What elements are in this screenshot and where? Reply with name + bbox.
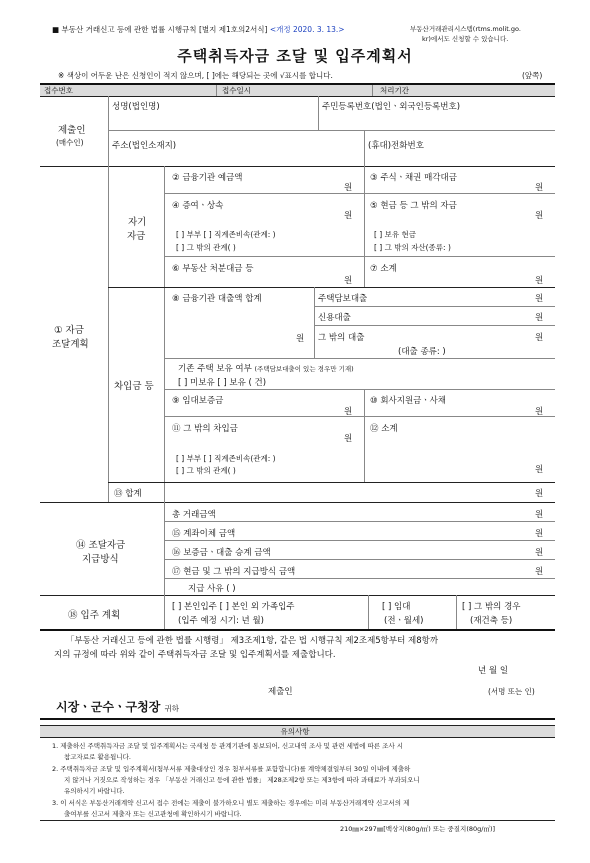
won-unit: 원 <box>535 211 544 221</box>
company-support-field[interactable]: ⑩ 회사지원금ㆍ사채 <box>370 396 447 406</box>
won-unit: 원 <box>344 183 353 193</box>
won-unit: 원 <box>535 465 544 475</box>
own-funds-label: 자기 <box>128 217 147 228</box>
existing-house-label: 기존 주택 보유 여부 (주택담보대출이 있는 경우만 기재) <box>178 364 354 374</box>
borrowed-label: 차입금 등 <box>114 381 154 392</box>
other-assets-checkbox[interactable]: [ ] 그 밖의 자산(종류: ) <box>374 243 451 252</box>
occupancy-other-checkbox[interactable]: [ ] 그 밖의 경우 <box>462 602 521 612</box>
note-3a: 3. 이 서식은 부동산거래계약 신고서 접수 전에는 제출이 불가하오니 별도 제출하는 경우에는 미리 부동산거래계약 신고서의 제 <box>52 799 410 807</box>
reception-number-label: 접수번호 <box>44 86 73 95</box>
stocks-amount-field[interactable]: ③ 주식ㆍ채권 매각대금 <box>370 173 457 183</box>
total-label: ⑬ 합계 <box>114 489 142 499</box>
cash-on-hand-checkbox[interactable]: [ ] 보유 현금 <box>374 230 416 239</box>
won-unit: 원 <box>535 407 544 417</box>
legal-basis: ■ 부동산 거래신고 등에 관한 법률 시행규칙 [별지 제1호의2서식] <개정 2020. 3. 13.> <box>52 25 345 34</box>
occupancy-lease-checkbox[interactable]: [ ] 임대 <box>382 602 411 612</box>
revision-date: <개정 2020. 3. 13.> <box>269 25 345 34</box>
total-transaction-field[interactable]: 총 거래금액 <box>172 510 216 520</box>
occupancy-label: ⑱ 입주 계획 <box>68 610 121 621</box>
won-unit: 원 <box>535 276 544 286</box>
occupancy-self-checkbox[interactable]: [ ] 본인입주 [ ] 본인 외 가족입주 <box>172 602 295 612</box>
won-unit: 원 <box>535 548 544 558</box>
note-3b: 출여부를 신고서 제출자 또는 신고관청에 확인하시기 바랍니다. <box>64 810 242 818</box>
move-in-date-field[interactable]: (입주 예정 시기: 년 월) <box>178 616 264 626</box>
cash-amount-field[interactable]: ⑤ 현금 등 그 밖의 자금 <box>370 201 457 211</box>
processing-period-label: 처리기간 <box>380 86 409 95</box>
reception-date-label: 접수일시 <box>222 86 251 95</box>
gift-amount-field[interactable]: ④ 증여ㆍ상속 <box>172 201 224 211</box>
funding-section-label: ① 자금 <box>54 325 84 336</box>
other-case-label: (재건축 등) <box>470 616 513 626</box>
won-unit: 원 <box>344 407 353 417</box>
won-unit: 원 <box>535 294 544 304</box>
credit-loan-field[interactable]: 신용대출 <box>318 313 351 323</box>
page-side: (앞쪽) <box>522 71 543 80</box>
own-funds-label2: 자금 <box>127 231 146 242</box>
won-unit: 원 <box>535 183 544 193</box>
submitter-signature-label: 제출인 <box>268 687 293 697</box>
loan-total-field[interactable]: ⑧ 금융기관 대출액 합계 <box>172 294 262 304</box>
transfer-amount-field[interactable]: ⑮ 계좌이체 금액 <box>172 529 236 539</box>
own-subtotal-field[interactable]: ⑦ 소계 <box>370 264 397 274</box>
lease-type-label: (전ㆍ월세) <box>384 616 424 626</box>
other-borrowing-field[interactable]: ⑪ 그 밖의 차입금 <box>172 424 238 434</box>
recipient-suffix: 귀하 <box>164 704 180 713</box>
property-sale-field[interactable]: ⑥ 부동산 처분대금 등 <box>172 264 254 274</box>
note-1a: 1. 제출하신 주택취득자금 조달 및 입주계획서는 국세청 등 관계기관에 통보되어, 신고내역 조사 및 관련 세법에 따른 조사 시 <box>52 742 404 750</box>
submission-date[interactable]: 년 월 일 <box>478 666 509 676</box>
won-unit: 원 <box>535 489 544 499</box>
mortgage-loan-field[interactable]: 주택담보대출 <box>318 294 368 304</box>
funding-section-label2: 조달계획 <box>52 339 89 350</box>
id-number-label[interactable]: 주민등록번호(법인ㆍ외국인등록번호) <box>322 102 461 112</box>
other-loan-field[interactable]: 그 밖의 대출 <box>318 333 365 343</box>
recipient: 시장ㆍ군수ㆍ구청장 귀하 <box>56 700 180 714</box>
existing-house-note: (주택담보대출이 있는 경우만 기재) <box>254 365 354 373</box>
instruction: ※ 색상이 어두운 난은 신청인이 적지 않으며, [ ]에는 해당되는 곳에 √표시를 합니다. <box>58 71 333 80</box>
won-unit: 원 <box>296 334 305 344</box>
won-unit: 원 <box>535 313 544 323</box>
house-ownership-checkbox[interactable]: [ ] 미보유 [ ] 보유 ( 건) <box>178 378 267 388</box>
declaration-line2: 지의 규정에 따라 위와 같이 주택취득자금 조달 및 입주계획서를 제출합니다. <box>54 650 336 660</box>
borrow-other-relation-checkbox[interactable]: [ ] 그 밖의 관계( ) <box>176 466 236 475</box>
declaration-line1: 「부동산 거래신고 등에 관한 법률 시행령」 제3조제1항, 같은 법 시행규칙 제2조제5항부터 제8항까 <box>66 636 439 646</box>
note-2c: 유의하시기 바랍니다. <box>64 787 125 795</box>
lease-deposit-field[interactable]: ⑨ 임대보증금 <box>172 396 224 406</box>
name-label[interactable]: 성명(법인명) <box>112 102 160 112</box>
paper-spec: 210㎜×297㎜[백상지(80g/㎡) 또는 중질지(80g/㎡)] <box>340 825 496 833</box>
submitter-sublabel: (매수인) <box>56 138 84 147</box>
reception-row <box>40 84 555 96</box>
signature-field[interactable]: (서명 또는 인) <box>488 687 535 696</box>
assumed-amount-field[interactable]: ⑯ 보증금ㆍ대출 승계 금액 <box>172 548 271 558</box>
payment-reason-field[interactable]: 지급 사유 ( ) <box>188 584 236 594</box>
online-note-line2: kr)에서도 신청할 수 있습니다. <box>422 35 509 43</box>
cash-other-amount-field[interactable]: ⑰ 현금 및 그 밖의 지급방식 금액 <box>172 567 296 577</box>
won-unit: 원 <box>535 529 544 539</box>
online-note-line1: 부동산거래관리시스템(rtms.molit.go. <box>410 25 521 33</box>
note-1b: 참고자료로 활용됩니다. <box>64 753 131 761</box>
won-unit: 원 <box>535 333 544 343</box>
form-title: 주택취득자금 조달 및 입주계획서 <box>177 47 413 65</box>
won-unit: 원 <box>535 567 544 577</box>
notes-title: 유의사항 <box>280 727 310 736</box>
won-unit: 원 <box>535 510 544 520</box>
borrowed-subtotal-field[interactable]: ⑫ 소계 <box>370 424 398 434</box>
gift-relation-checkbox[interactable]: [ ] 부부 [ ] 직계존비속(관계: ) <box>176 230 276 239</box>
won-unit: 원 <box>344 434 353 444</box>
won-unit: 원 <box>344 211 353 221</box>
payment-section-label: ⑭ 조달자금 <box>76 540 126 551</box>
won-unit: 원 <box>344 276 353 286</box>
note-2b: 지 않거나 거짓으로 작성하는 경우 「부동산 거래신고 등에 관한 법률」 제28조제2항 또는 제3항에 따라 과태료가 부과되오니 <box>64 776 420 784</box>
note-2a: 2. 주택취득자금 조달 및 입주계획서(첨부서류 제출대상인 경우 첨부서류를 포함합니다)를 계약체결일부터 30일 이내에 제출하 <box>52 765 411 773</box>
submitter-label: 제출인 <box>58 125 86 136</box>
address-label[interactable]: 주소(법인소재지) <box>112 141 177 151</box>
deposit-amount-field[interactable]: ② 금융기관 예금액 <box>172 173 243 183</box>
gift-other-relation-checkbox[interactable]: [ ] 그 밖의 관계( ) <box>176 243 236 252</box>
phone-label[interactable]: (휴대)전화번호 <box>368 141 424 151</box>
borrow-relation-checkbox[interactable]: [ ] 부부 [ ] 직계존비속(관계: ) <box>176 454 276 463</box>
payment-section-label2: 지급방식 <box>82 554 119 565</box>
loan-type-field[interactable]: (대출 종류: ) <box>398 347 446 357</box>
